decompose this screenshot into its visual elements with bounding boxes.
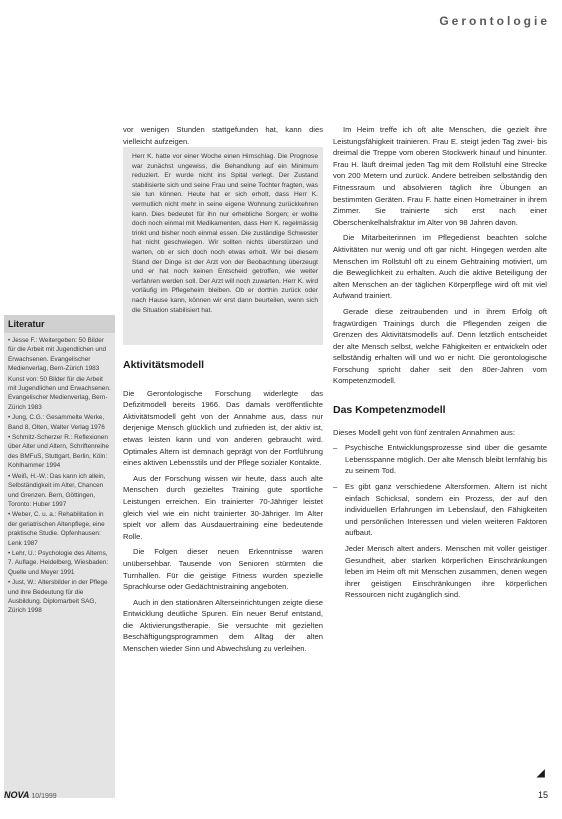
intro-paragraph: vor wenigen Stunden stattgefunden hat, kann dies vielleicht aufzeigen. [123,125,323,146]
paragraph: Aus der Forschung wissen wir heute, dass auch alte Menschen durch gezieltes Training gute sportliche Leistungen erreichen. Ein trainierter 70-Jähriger leistet gleich viel wie ein nicht trainierter 30-Jähriger. Im Alter spielt vor allem das Ausdauertraining eine bedeutende Rolle. [123,473,323,541]
literature-heading: Literatur [4,315,115,333]
paragraph: Die Folgen dieser neuen Erkenntnisse waren unübersehbar. Tausende von Senioren stürmten die Turnhallen. Für die geistige Fitness wurden spezielle Sprachkurse oder Gedächtnistraining angeboten. [123,547,323,592]
list-item: – Psychische Entwicklungsprozesse sind über die gesamte Lebensspanne möglich. Der alte Mensch bleibt lernfähig bis zu seinem Tod. [333,442,547,477]
literature-entry: • Schmitz-Scherzer R.: Reflexionen über Alter und Altern, Schriftenreihe des BMFuS, Stuttgart, Berlin, Köln: Kohlhammer 1994 [8,434,109,470]
heading-kompetenzmodell: Das Kompetenzmodell [333,404,446,417]
literature-list [8,336,113,617]
heading-aktivitaetsmodell: Aktivitätsmodell [123,359,205,371]
logo-text: NOVA [4,790,30,800]
magazine-logo [4,790,57,800]
case-example-text: Herr K. hatte vor einer Woche einen Hirnschlag. Die Prognose war zunächst ungewiss, die Behandlung auf ein Minimum reduziert. Er wurde nicht ins Spital verlegt. Der Zustand stabilisierte sich und seine Frau und seine Tochter fragten, was sie tun können. Heute hat er sich erholt, dass Herr K. vermutlich nicht mehr in seine eigene Wohnung zurückkehren kann. Dies bedeutet für ihn nur erhebliche Sorgen; er wollte doch noch einmal mit Medikamenten, dass Herr K. regelmässig trinkt und bisher noch einmal essen. Die zuständige Schwester hat nicht geschwiegen. Wir sollten nichts überstürzen und warten, ob er sich doch noch etwas erholt. Wir bei diesem Stand der Dinge ist der Arzt von der Beobachtung überzeugt und er hat noch keinen Entscheid getroffen, wie weiter verfahren werden soll. Der Arzt will noch zuwarten. Herr K. wird vorläufig im Pflegeheim bleiben. Ob er dorthin zurück oder nach Hause kann, können wir erst dann beurteilen, wenn sich die Situation stabilisiert hat. [132,153,318,314]
literature-entry: Kunst von: 50 Bilder für die Arbeit mit Jugendlichen und Erwachsenen. Evangelischer Medienverlag, Bern-Zürich 1983 [8,375,111,411]
list-item: – Es gibt ganz verschiedene Altersformen. Altern ist nicht einfach Schicksal, sondern ein Prozess, der auf den individuellen Erfahrungen im Lebenslauf, den Fähigkeiten und persönlichen Interessen und vielen weiteren Faktoren aufbaut. [333,481,547,539]
column-2 [333,124,547,605]
literature-entry: • Jung, C.G.: Gesammelte Werke, Band 8, Olten, Walter Verlag 1976 [8,414,105,431]
paragraph: Gerade diese zeitraubenden und in ihrem Erfolg oft fragwürdigen Trainings durch die Pflegenden zeigen die Grenzen des Aktivitätsmodells auf. Denn letztlich entscheidet der alte Mensch selbst, welche Fähigkeiten er entwickeln oder selbständig erhalten will und wo er nicht. Die gerontologische Forschung spricht daher seit den 80er-Jahren vom Kompetenzmodell. [333,306,547,386]
paragraph: Im Heim treffe ich oft alte Menschen, die gezielt ihre Leistungsfähigkeit trainieren. Frau E. steigt jeden Tag zwei- bis dreimal die Treppe vom oberen Stockwerk hinauf und hinunter. Frau H. läuft dreimal jeden Tag mit dem Rollstuhl eine Strecke von 200 Metern und zurück. Andere betreiben selbständig den Fitnessraum und absolvieren täglich ihre Übungen an bestimmten Geräten. Frau F. hatte einen Hometrainer in ihrem Zimmer. Sie trainierte sich erst nach einer Oberschenkelhalsfraktur im Alter von 98 Jahren davon. [333,125,547,227]
literature-entry: • Jesse F.: Weitergeben: 50 Bilder für die Arbeit mit Jugendlichen und Erwachsenen. Evangelischer Medienverlag, Bern-Zürich 1983 [8,337,107,373]
corner-mark-icon: ◢ [537,768,545,779]
literature-entry: • Weber, C. u. a.: Rehabilitation in der geriatrischen Altenpflege, eine praktische Studie. Opfenhausen: Lenk 1987 [8,511,105,547]
paragraph: Die Mitarbeiterinnen im Pflegedienst beachten solche Aktivitäten nur wenig und oft gar nicht. Hingegen werden alte Menschen im Rollstuhl oft zu einem Gehtraining motiviert, um die Beweglichkeit zu erhalten. Auch die aktive Beteiligung der alten Menschen an der täglichen Körperpflege wird oft mit viel Aufwand trainiert. [333,233,547,301]
literature-entry: • Lehr, U.: Psychologie des Alterns, 7. Auflage. Heidelberg, Wiesbaden: Quelle und Meyer 1991 [8,549,109,576]
section-title: Gerontologie [439,14,550,28]
paragraph: Jeder Mensch altert anders. Menschen mit voller geistiger Gesundheit, aber starken körperlichen Einschränkungen leben im Heim oft mit Menschen zusammen, denen wegen ihrer geistigen Einschränkungen ihre körperlichen Ressourcen nicht zugänglich sind. [345,544,547,600]
paragraph: Die Gerontologische Forschung widerlegte das Defizitmodell bereits 1966. Das damals veröffentlichte Aktivitätsmodell geht von der Annahme aus, dass nur derjenige Mensch glücklich und zufrieden ist, der aktiv ist, etwas leisten kann und von anderen gebraucht wird. Optimales Altern ist demnach geprägt von der Fortführung eines aktiven Lebensstils und der Pflege sozialer Kontakte. [123,388,323,468]
literature-entry: • Just, W.: Altersbilder in der Pflege und ihre Bedeutung für die Ausbildung. Diplomarbeit SAG, Zürich 1998 [8,579,108,615]
literature-entry: • Weiß, H.-W.: Das kann ich allein, Selbständigkeit im Alter, Chancen und Grenzen. Bern, Göttingen, Toronto: Huber 1997 [8,472,106,508]
column-1 [123,360,323,659]
paragraph: Dieses Modell geht von fünf zentralen Annahmen aus: [333,427,515,437]
issue-number: 10/1999 [31,793,57,800]
assumptions-list [333,442,547,539]
page-number: 15 [537,790,548,800]
page-header [0,0,562,44]
paragraph: Auch in den stationären Alterseinrichtungen zeigte diese Entwicklung deutliche Spuren. Ein neuer Beruf entstand, die Aktivierungstherapie. Sie versuchte mit gezielten Beschäftigungsprogrammen dem Alltag der alten Menschen wieder Sinn und Abwechslung zu verleihen. [123,597,323,654]
